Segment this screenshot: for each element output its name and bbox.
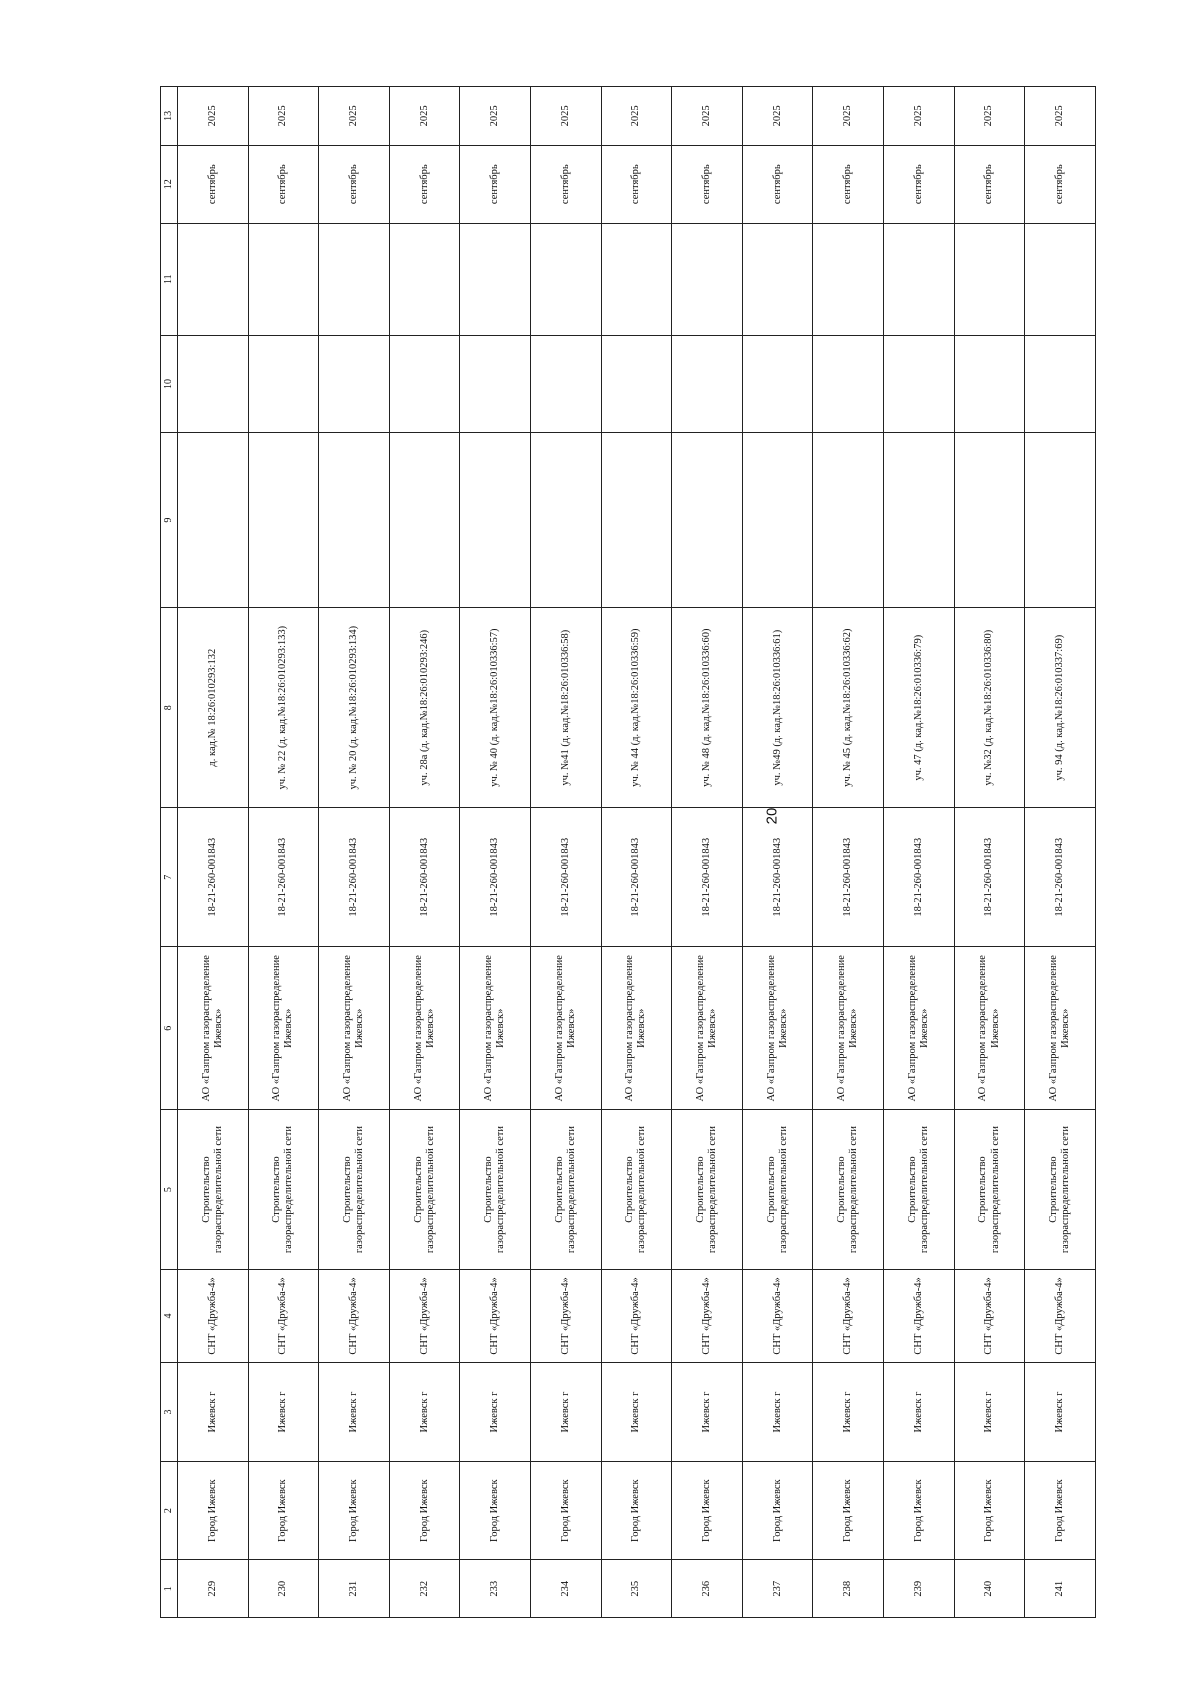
plot-address-cell: уч. № 40 (д. кад.№18:26:010336:57) <box>460 608 531 808</box>
column-9-cell <box>389 433 460 608</box>
organization-cell: АО «Газпром газораспределение Ижевск» <box>601 947 672 1110</box>
row-number-cell: 237 <box>742 1560 813 1618</box>
plot-address-cell: уч. 47 (д. кад.№18:26:010336:79) <box>884 608 955 808</box>
column-number-header: 2 <box>161 1461 178 1560</box>
column-11-cell <box>531 223 602 335</box>
column-number-header: 3 <box>161 1363 178 1462</box>
year-cell: 2025 <box>531 87 602 146</box>
municipality-cell: Город Ижевск <box>319 1461 390 1560</box>
column-9-cell <box>954 433 1025 608</box>
column-number-header: 5 <box>161 1110 178 1269</box>
column-9-cell <box>672 433 743 608</box>
work-type-cell: Строительство газораспределительной сети <box>742 1110 813 1269</box>
column-9-cell <box>178 433 249 608</box>
organization-cell: АО «Газпром газораспределение Ижевск» <box>319 947 390 1110</box>
plot-address-cell: уч. №32 (д. кад.№18:26:010336:80) <box>954 608 1025 808</box>
snt-name-cell: СНТ «Дружба-4» <box>601 1269 672 1363</box>
organization-cell: АО «Газпром газораспределение Ижевск» <box>389 947 460 1110</box>
plot-address-cell: уч. № 22 (д. кад.№18:26:010293:133) <box>248 608 319 808</box>
column-9-cell <box>884 433 955 608</box>
row-number-cell: 231 <box>319 1560 390 1618</box>
plot-address-cell: уч. 28а (д. кад.№18:26:010293:246) <box>389 608 460 808</box>
column-11-cell <box>319 223 390 335</box>
table-row <box>1025 87 1096 1618</box>
column-number-header: 12 <box>161 145 178 223</box>
column-10-cell <box>601 335 672 433</box>
year-cell: 2025 <box>813 87 884 146</box>
municipality-cell: Город Ижевск <box>248 1461 319 1560</box>
table-body <box>161 87 1096 1618</box>
municipality-cell: Город Ижевск <box>884 1461 955 1560</box>
organization-cell: АО «Газпром газораспределение Ижевск» <box>672 947 743 1110</box>
row-number-cell: 240 <box>954 1560 1025 1618</box>
column-9-cell <box>319 433 390 608</box>
table-row <box>672 87 743 1618</box>
municipality-cell: Город Ижевск <box>954 1461 1025 1560</box>
month-cell: сентябрь <box>813 145 884 223</box>
locality-cell: Ижевск г <box>884 1363 955 1462</box>
table-row <box>248 87 319 1618</box>
column-number-header: 4 <box>161 1269 178 1363</box>
snt-name-cell: СНТ «Дружба-4» <box>178 1269 249 1363</box>
column-10-cell <box>954 335 1025 433</box>
column-11-cell <box>389 223 460 335</box>
column-number-header: 6 <box>161 947 178 1110</box>
work-type-cell: Строительство газораспределительной сети <box>531 1110 602 1269</box>
locality-cell: Ижевск г <box>178 1363 249 1462</box>
column-10-cell <box>319 335 390 433</box>
year-cell: 2025 <box>954 87 1025 146</box>
snt-name-cell: СНТ «Дружба-4» <box>813 1269 884 1363</box>
row-number-cell: 241 <box>1025 1560 1096 1618</box>
column-11-cell <box>742 223 813 335</box>
snt-name-cell: СНТ «Дружба-4» <box>1025 1269 1096 1363</box>
organization-cell: АО «Газпром газораспределение Ижевск» <box>460 947 531 1110</box>
organization-cell: АО «Газпром газораспределение Ижевск» <box>1025 947 1096 1110</box>
month-cell: сентябрь <box>672 145 743 223</box>
column-10-cell <box>1025 335 1096 433</box>
locality-cell: Ижевск г <box>531 1363 602 1462</box>
year-cell: 2025 <box>248 87 319 146</box>
row-number-cell: 234 <box>531 1560 602 1618</box>
column-11-cell <box>248 223 319 335</box>
month-cell: сентябрь <box>742 145 813 223</box>
month-cell: сентябрь <box>884 145 955 223</box>
work-type-cell: Строительство газораспределительной сети <box>601 1110 672 1269</box>
registry-code-cell: 18-21-260-001843 <box>813 808 884 947</box>
locality-cell: Ижевск г <box>248 1363 319 1462</box>
table-row <box>813 87 884 1618</box>
year-cell: 2025 <box>601 87 672 146</box>
gas-network-table-container <box>160 86 1096 1618</box>
snt-name-cell: СНТ «Дружба-4» <box>319 1269 390 1363</box>
municipality-cell: Город Ижевск <box>178 1461 249 1560</box>
locality-cell: Ижевск г <box>813 1363 884 1462</box>
column-9-cell <box>460 433 531 608</box>
column-10-cell <box>178 335 249 433</box>
registry-code-cell: 18-21-260-001843 <box>1025 808 1096 947</box>
year-cell: 2025 <box>1025 87 1096 146</box>
column-9-cell <box>531 433 602 608</box>
column-number-header: 7 <box>161 808 178 947</box>
plot-address-cell: уч. №41 (д. кад.№18:26:010336:58) <box>531 608 602 808</box>
column-number-header: 9 <box>161 433 178 608</box>
municipality-cell: Город Ижевск <box>460 1461 531 1560</box>
gas-network-table <box>160 86 1096 1618</box>
column-10-cell <box>531 335 602 433</box>
municipality-cell: Город Ижевск <box>389 1461 460 1560</box>
month-cell: сентябрь <box>1025 145 1096 223</box>
column-11-cell <box>601 223 672 335</box>
plot-address-cell: уч. № 45 (д. кад.№18:26:010336:62) <box>813 608 884 808</box>
row-number-cell: 235 <box>601 1560 672 1618</box>
month-cell: сентябрь <box>531 145 602 223</box>
month-cell: сентябрь <box>248 145 319 223</box>
column-11-cell <box>884 223 955 335</box>
organization-cell: АО «Газпром газораспределение Ижевск» <box>813 947 884 1110</box>
work-type-cell: Строительство газораспределительной сети <box>813 1110 884 1269</box>
registry-code-cell: 18-21-260-001843 <box>389 808 460 947</box>
plot-address-cell: уч. № 44 (д. кад.№18:26:010336:59) <box>601 608 672 808</box>
registry-code-cell: 18-21-260-001843 <box>319 808 390 947</box>
row-number-cell: 232 <box>389 1560 460 1618</box>
snt-name-cell: СНТ «Дружба-4» <box>389 1269 460 1363</box>
work-type-cell: Строительство газораспределительной сети <box>248 1110 319 1269</box>
column-11-cell <box>178 223 249 335</box>
year-cell: 2025 <box>672 87 743 146</box>
locality-cell: Ижевск г <box>389 1363 460 1462</box>
locality-cell: Ижевск г <box>319 1363 390 1462</box>
work-type-cell: Строительство газораспределительной сети <box>319 1110 390 1269</box>
column-10-cell <box>389 335 460 433</box>
table-row <box>389 87 460 1618</box>
work-type-cell: Строительство газораспределительной сети <box>460 1110 531 1269</box>
plot-address-cell: уч. 94 (д. кад.№18:26:010337:69) <box>1025 608 1096 808</box>
snt-name-cell: СНТ «Дружба-4» <box>531 1269 602 1363</box>
row-number-cell: 239 <box>884 1560 955 1618</box>
municipality-cell: Город Ижевск <box>601 1461 672 1560</box>
snt-name-cell: СНТ «Дружба-4» <box>742 1269 813 1363</box>
registry-code-cell: 18-21-260-001843 <box>884 808 955 947</box>
locality-cell: Ижевск г <box>460 1363 531 1462</box>
work-type-cell: Строительство газораспределительной сети <box>1025 1110 1096 1269</box>
locality-cell: Ижевск г <box>672 1363 743 1462</box>
table-row <box>460 87 531 1618</box>
organization-cell: АО «Газпром газораспределение Ижевск» <box>884 947 955 1110</box>
year-cell: 2025 <box>319 87 390 146</box>
month-cell: сентябрь <box>389 145 460 223</box>
column-number-header: 11 <box>161 223 178 335</box>
snt-name-cell: СНТ «Дружба-4» <box>954 1269 1025 1363</box>
municipality-cell: Город Ижевск <box>531 1461 602 1560</box>
organization-cell: АО «Газпром газораспределение Ижевск» <box>531 947 602 1110</box>
table-row <box>601 87 672 1618</box>
plot-address-cell: д. кад.№ 18:26:010293:132 <box>178 608 249 808</box>
registry-code-cell: 18-21-260-001843 <box>248 808 319 947</box>
column-number-header-row <box>161 87 178 1618</box>
row-number-cell: 233 <box>460 1560 531 1618</box>
table-row <box>884 87 955 1618</box>
municipality-cell: Город Ижевск <box>1025 1461 1096 1560</box>
registry-code-cell: 18-21-260-001843 <box>460 808 531 947</box>
year-cell: 2025 <box>884 87 955 146</box>
snt-name-cell: СНТ «Дружба-4» <box>460 1269 531 1363</box>
month-cell: сентябрь <box>954 145 1025 223</box>
column-number-header: 10 <box>161 335 178 433</box>
month-cell: сентябрь <box>178 145 249 223</box>
column-11-cell <box>1025 223 1096 335</box>
column-11-cell <box>460 223 531 335</box>
column-number-header: 1 <box>161 1560 178 1618</box>
snt-name-cell: СНТ «Дружба-4» <box>884 1269 955 1363</box>
table-row <box>954 87 1025 1618</box>
organization-cell: АО «Газпром газораспределение Ижевск» <box>248 947 319 1110</box>
column-9-cell <box>742 433 813 608</box>
column-10-cell <box>884 335 955 433</box>
row-number-cell: 230 <box>248 1560 319 1618</box>
column-number-header: 13 <box>161 87 178 146</box>
registry-code-cell: 18-21-260-001843 <box>672 808 743 947</box>
work-type-cell: Строительство газораспределительной сети <box>884 1110 955 1269</box>
column-10-cell <box>672 335 743 433</box>
municipality-cell: Город Ижевск <box>742 1461 813 1560</box>
locality-cell: Ижевск г <box>1025 1363 1096 1462</box>
organization-cell: АО «Газпром газораспределение Ижевск» <box>742 947 813 1110</box>
column-10-cell <box>460 335 531 433</box>
table-row <box>319 87 390 1618</box>
column-number-header: 8 <box>161 608 178 808</box>
table-row <box>742 87 813 1618</box>
month-cell: сентябрь <box>460 145 531 223</box>
column-9-cell <box>601 433 672 608</box>
page-number: 20 <box>763 807 781 825</box>
work-type-cell: Строительство газораспределительной сети <box>178 1110 249 1269</box>
registry-code-cell: 18-21-260-001843 <box>531 808 602 947</box>
column-11-cell <box>672 223 743 335</box>
locality-cell: Ижевск г <box>601 1363 672 1462</box>
plot-address-cell: уч. №49 (д. кад.№18:26:010336:61) <box>742 608 813 808</box>
locality-cell: Ижевск г <box>954 1363 1025 1462</box>
municipality-cell: Город Ижевск <box>813 1461 884 1560</box>
column-11-cell <box>813 223 884 335</box>
month-cell: сентябрь <box>601 145 672 223</box>
year-cell: 2025 <box>742 87 813 146</box>
plot-address-cell: уч. № 48 (д. кад.№18:26:010336:60) <box>672 608 743 808</box>
column-9-cell <box>813 433 884 608</box>
year-cell: 2025 <box>460 87 531 146</box>
registry-code-cell: 18-21-260-001843 <box>954 808 1025 947</box>
registry-code-cell: 18-21-260-001843 <box>601 808 672 947</box>
column-10-cell <box>813 335 884 433</box>
column-10-cell <box>248 335 319 433</box>
snt-name-cell: СНТ «Дружба-4» <box>248 1269 319 1363</box>
table-row <box>531 87 602 1618</box>
column-10-cell <box>742 335 813 433</box>
locality-cell: Ижевск г <box>742 1363 813 1462</box>
column-11-cell <box>954 223 1025 335</box>
registry-code-cell: 18-21-260-001843 <box>742 808 813 947</box>
snt-name-cell: СНТ «Дружба-4» <box>672 1269 743 1363</box>
year-cell: 2025 <box>389 87 460 146</box>
organization-cell: АО «Газпром газораспределение Ижевск» <box>178 947 249 1110</box>
table-row <box>178 87 249 1618</box>
row-number-cell: 236 <box>672 1560 743 1618</box>
organization-cell: АО «Газпром газораспределение Ижевск» <box>954 947 1025 1110</box>
month-cell: сентябрь <box>319 145 390 223</box>
municipality-cell: Город Ижевск <box>672 1461 743 1560</box>
plot-address-cell: уч. № 20 (д. кад.№18:26:010293:134) <box>319 608 390 808</box>
registry-code-cell: 18-21-260-001843 <box>178 808 249 947</box>
work-type-cell: Строительство газораспределительной сети <box>389 1110 460 1269</box>
row-number-cell: 238 <box>813 1560 884 1618</box>
column-9-cell <box>248 433 319 608</box>
year-cell: 2025 <box>178 87 249 146</box>
column-9-cell <box>1025 433 1096 608</box>
work-type-cell: Строительство газораспределительной сети <box>672 1110 743 1269</box>
row-number-cell: 229 <box>178 1560 249 1618</box>
work-type-cell: Строительство газораспределительной сети <box>954 1110 1025 1269</box>
